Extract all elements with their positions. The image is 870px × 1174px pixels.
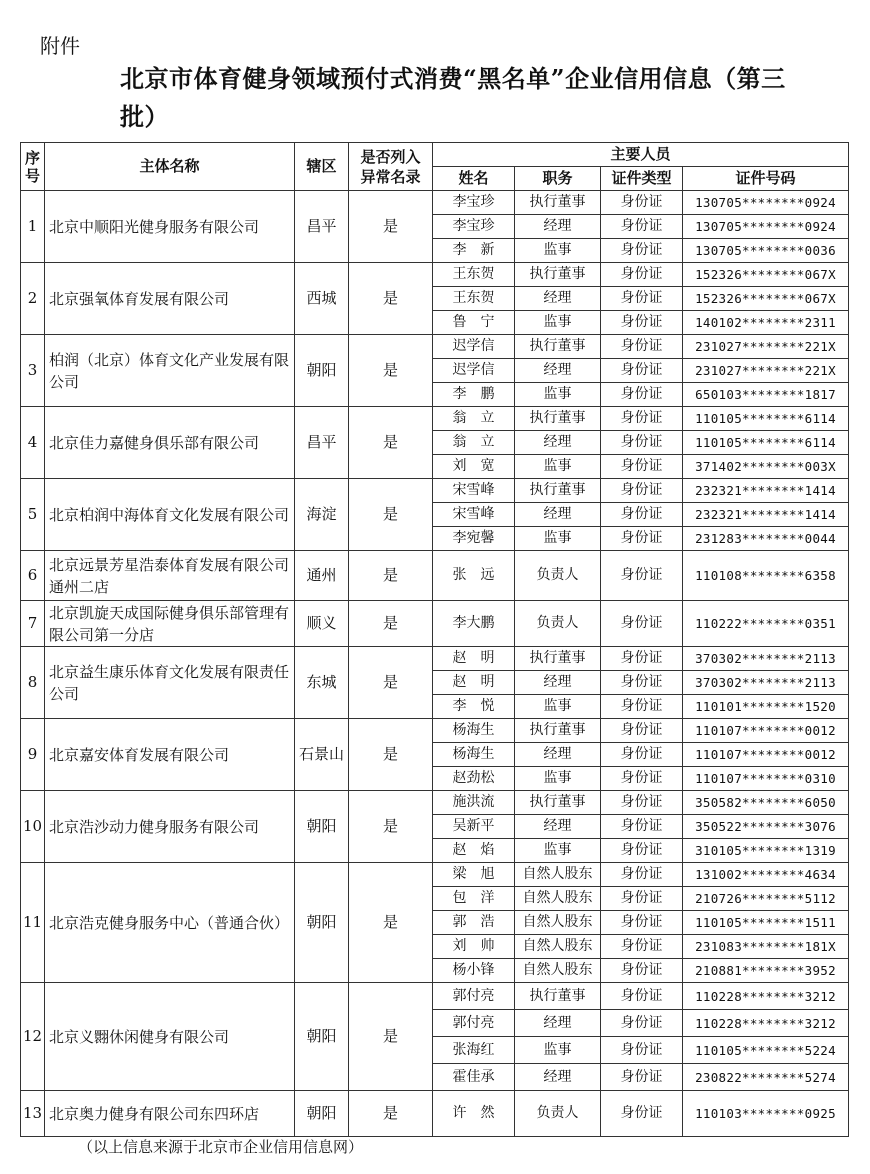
person-id-number: 370302********2113 xyxy=(683,647,849,671)
person-position: 经理 xyxy=(515,215,601,239)
person-id-number: 110107********0012 xyxy=(683,743,849,767)
header-id-number: 证件号码 xyxy=(683,167,849,191)
person-name: 吴新平 xyxy=(433,815,515,839)
row-seq: 3 xyxy=(21,335,45,407)
person-name: 施洪流 xyxy=(433,791,515,815)
row-seq: 11 xyxy=(21,863,45,983)
person-id-type: 身份证 xyxy=(601,191,683,215)
table-row xyxy=(21,551,849,601)
row-abnormal-flag: 是 xyxy=(349,479,433,551)
person-id-type: 身份证 xyxy=(601,479,683,503)
person-id-number: 130705********0924 xyxy=(683,191,849,215)
person-position: 经理 xyxy=(515,743,601,767)
header-district: 辖区 xyxy=(295,143,349,191)
person-id-type: 身份证 xyxy=(601,239,683,263)
row-seq: 8 xyxy=(21,647,45,719)
person-name: 张海红 xyxy=(433,1037,515,1064)
row-abnormal-flag: 是 xyxy=(349,335,433,407)
table-body xyxy=(21,191,849,1137)
row-entity-name: 北京强氧体育发展有限公司 xyxy=(45,263,295,335)
row-entity-name: 北京义翾休闲健身有限公司 xyxy=(45,983,295,1091)
person-id-type: 身份证 xyxy=(601,311,683,335)
person-name: 杨海生 xyxy=(433,719,515,743)
person-position: 执行董事 xyxy=(515,191,601,215)
row-entity-name: 北京浩沙动力健身服务有限公司 xyxy=(45,791,295,863)
person-position: 负责人 xyxy=(515,551,601,601)
row-district: 朝阳 xyxy=(295,1091,349,1137)
person-id-type: 身份证 xyxy=(601,671,683,695)
person-id-type: 身份证 xyxy=(601,527,683,551)
person-name: 李 新 xyxy=(433,239,515,263)
row-entity-name: 北京奥力健身有限公司东四环店 xyxy=(45,1091,295,1137)
table-row xyxy=(21,335,849,359)
person-name: 王东贺 xyxy=(433,263,515,287)
person-id-number: 231283********0044 xyxy=(683,527,849,551)
row-district: 昌平 xyxy=(295,191,349,263)
person-position: 监事 xyxy=(515,455,601,479)
person-position: 监事 xyxy=(515,239,601,263)
row-abnormal-flag: 是 xyxy=(349,719,433,791)
person-name: 宋雪峰 xyxy=(433,479,515,503)
person-position: 监事 xyxy=(515,695,601,719)
person-position: 经理 xyxy=(515,503,601,527)
person-id-number: 230822********5274 xyxy=(683,1064,849,1091)
person-name: 迟学信 xyxy=(433,359,515,383)
person-position: 自然人股东 xyxy=(515,863,601,887)
table-row xyxy=(21,407,849,431)
person-id-number: 371402********003X xyxy=(683,455,849,479)
row-abnormal-flag: 是 xyxy=(349,407,433,479)
person-position: 执行董事 xyxy=(515,407,601,431)
row-abnormal-flag: 是 xyxy=(349,191,433,263)
person-id-number: 310105********1319 xyxy=(683,839,849,863)
person-id-type: 身份证 xyxy=(601,287,683,311)
person-name: 郭付亮 xyxy=(433,1010,515,1037)
person-name: 赵 明 xyxy=(433,647,515,671)
person-id-type: 身份证 xyxy=(601,959,683,983)
person-name: 刘 宽 xyxy=(433,455,515,479)
person-id-type: 身份证 xyxy=(601,601,683,647)
person-id-number: 232321********1414 xyxy=(683,503,849,527)
person-position: 执行董事 xyxy=(515,983,601,1010)
row-entity-name: 北京远景芳星浩泰体育发展有限公司通州二店 xyxy=(45,551,295,601)
person-position: 经理 xyxy=(515,431,601,455)
row-seq: 13 xyxy=(21,1091,45,1137)
row-seq: 5 xyxy=(21,479,45,551)
table-row xyxy=(21,863,849,887)
person-position: 自然人股东 xyxy=(515,935,601,959)
row-abnormal-flag: 是 xyxy=(349,647,433,719)
header-abnormal: 是否列入异常名录 xyxy=(349,143,433,191)
row-seq: 12 xyxy=(21,983,45,1091)
person-id-type: 身份证 xyxy=(601,551,683,601)
header-personnel: 主要人员 xyxy=(433,143,849,167)
row-district: 石景山 xyxy=(295,719,349,791)
row-entity-name: 北京凯旋天成国际健身俱乐部管理有限公司第一分店 xyxy=(45,601,295,647)
row-entity-name: 柏润（北京）体育文化产业发展有限公司 xyxy=(45,335,295,407)
person-id-type: 身份证 xyxy=(601,359,683,383)
row-seq: 2 xyxy=(21,263,45,335)
person-position: 监事 xyxy=(515,527,601,551)
row-district: 朝阳 xyxy=(295,863,349,983)
person-name: 赵劲松 xyxy=(433,767,515,791)
row-district: 朝阳 xyxy=(295,791,349,863)
person-name: 郭 浩 xyxy=(433,911,515,935)
person-id-number: 231027********221X xyxy=(683,359,849,383)
person-id-type: 身份证 xyxy=(601,767,683,791)
table-row xyxy=(21,791,849,815)
person-name: 刘 帅 xyxy=(433,935,515,959)
person-name: 杨小锋 xyxy=(433,959,515,983)
header-seq: 序号 xyxy=(21,143,45,191)
table-row xyxy=(21,1091,849,1137)
person-position: 经理 xyxy=(515,671,601,695)
row-entity-name: 北京益生康乐体育文化发展有限责任公司 xyxy=(45,647,295,719)
person-id-type: 身份证 xyxy=(601,383,683,407)
header-position: 职务 xyxy=(515,167,601,191)
source-note: （以上信息来源于北京市企业信用信息网） xyxy=(78,1138,364,1156)
person-id-type: 身份证 xyxy=(601,839,683,863)
person-id-type: 身份证 xyxy=(601,455,683,479)
table-row xyxy=(21,191,849,215)
person-position: 执行董事 xyxy=(515,263,601,287)
person-id-number: 110228********3212 xyxy=(683,1010,849,1037)
person-id-number: 130705********0036 xyxy=(683,239,849,263)
person-position: 经理 xyxy=(515,1064,601,1091)
person-id-number: 210726********5112 xyxy=(683,887,849,911)
table-row xyxy=(21,647,849,671)
person-position: 监事 xyxy=(515,383,601,407)
person-name: 迟学信 xyxy=(433,335,515,359)
row-entity-name: 北京中顺阳光健身服务有限公司 xyxy=(45,191,295,263)
person-id-number: 370302********2113 xyxy=(683,671,849,695)
person-id-type: 身份证 xyxy=(601,695,683,719)
person-id-type: 身份证 xyxy=(601,815,683,839)
person-id-type: 身份证 xyxy=(601,983,683,1010)
person-id-type: 身份证 xyxy=(601,863,683,887)
person-id-type: 身份证 xyxy=(601,887,683,911)
person-id-number: 232321********1414 xyxy=(683,479,849,503)
person-position: 负责人 xyxy=(515,1091,601,1137)
person-id-number: 110101********1520 xyxy=(683,695,849,719)
person-id-number: 110103********0925 xyxy=(683,1091,849,1137)
person-name: 宋雪峰 xyxy=(433,503,515,527)
document-title: 北京市体育健身领域预付式消费“黑名单”企业信用信息（第三批） xyxy=(120,64,786,131)
person-position: 监事 xyxy=(515,767,601,791)
person-id-number: 131002********4634 xyxy=(683,863,849,887)
person-id-type: 身份证 xyxy=(601,935,683,959)
person-name: 赵 焰 xyxy=(433,839,515,863)
person-name: 梁 旭 xyxy=(433,863,515,887)
table-row xyxy=(21,263,849,287)
person-id-number: 110105********5224 xyxy=(683,1037,849,1064)
row-district: 通州 xyxy=(295,551,349,601)
person-id-number: 110107********0310 xyxy=(683,767,849,791)
person-id-type: 身份证 xyxy=(601,1010,683,1037)
person-position: 执行董事 xyxy=(515,647,601,671)
person-id-number: 350522********3076 xyxy=(683,815,849,839)
row-district: 海淀 xyxy=(295,479,349,551)
person-id-type: 身份证 xyxy=(601,719,683,743)
row-entity-name: 北京佳力嘉健身俱乐部有限公司 xyxy=(45,407,295,479)
person-position: 执行董事 xyxy=(515,719,601,743)
row-abnormal-flag: 是 xyxy=(349,551,433,601)
row-district: 昌平 xyxy=(295,407,349,479)
person-name: 杨海生 xyxy=(433,743,515,767)
person-id-number: 110105********6114 xyxy=(683,407,849,431)
person-id-number: 110105********6114 xyxy=(683,431,849,455)
person-name: 霍佳承 xyxy=(433,1064,515,1091)
person-id-number: 110105********1511 xyxy=(683,911,849,935)
person-id-type: 身份证 xyxy=(601,335,683,359)
person-id-number: 110222********0351 xyxy=(683,601,849,647)
table-row xyxy=(21,479,849,503)
header-id-type: 证件类型 xyxy=(601,167,683,191)
row-abnormal-flag: 是 xyxy=(349,791,433,863)
person-position: 经理 xyxy=(515,815,601,839)
table-row xyxy=(21,983,849,1010)
person-id-type: 身份证 xyxy=(601,215,683,239)
person-id-number: 110108********6358 xyxy=(683,551,849,601)
person-id-type: 身份证 xyxy=(601,263,683,287)
person-id-type: 身份证 xyxy=(601,743,683,767)
person-name: 张 远 xyxy=(433,551,515,601)
row-seq: 1 xyxy=(21,191,45,263)
row-seq: 9 xyxy=(21,719,45,791)
person-id-number: 152326********067X xyxy=(683,263,849,287)
person-id-number: 152326********067X xyxy=(683,287,849,311)
table-row xyxy=(21,601,849,647)
person-id-number: 140102********2311 xyxy=(683,311,849,335)
person-id-number: 110228********3212 xyxy=(683,983,849,1010)
person-id-type: 身份证 xyxy=(601,407,683,431)
person-position: 自然人股东 xyxy=(515,887,601,911)
row-seq: 7 xyxy=(21,601,45,647)
person-position: 负责人 xyxy=(515,601,601,647)
person-name: 许 然 xyxy=(433,1091,515,1137)
person-name: 鲁 宁 xyxy=(433,311,515,335)
header-entity: 主体名称 xyxy=(45,143,295,191)
person-id-number: 350582********6050 xyxy=(683,791,849,815)
person-name: 郭付亮 xyxy=(433,983,515,1010)
row-seq: 4 xyxy=(21,407,45,479)
person-name: 李 鹏 xyxy=(433,383,515,407)
person-id-type: 身份证 xyxy=(601,1091,683,1137)
person-id-type: 身份证 xyxy=(601,791,683,815)
person-position: 监事 xyxy=(515,839,601,863)
person-position: 经理 xyxy=(515,1010,601,1037)
person-id-number: 650103********1817 xyxy=(683,383,849,407)
person-name: 翁 立 xyxy=(433,407,515,431)
row-district: 朝阳 xyxy=(295,335,349,407)
person-name: 李 悦 xyxy=(433,695,515,719)
person-position: 自然人股东 xyxy=(515,959,601,983)
blacklist-table xyxy=(20,142,849,1137)
person-id-type: 身份证 xyxy=(601,647,683,671)
row-district: 东城 xyxy=(295,647,349,719)
table-row xyxy=(21,719,849,743)
person-position: 执行董事 xyxy=(515,335,601,359)
header-name: 姓名 xyxy=(433,167,515,191)
row-district: 顺义 xyxy=(295,601,349,647)
person-id-number: 231083********181X xyxy=(683,935,849,959)
row-seq: 10 xyxy=(21,791,45,863)
person-name: 李大鹏 xyxy=(433,601,515,647)
person-name: 翁 立 xyxy=(433,431,515,455)
row-abnormal-flag: 是 xyxy=(349,263,433,335)
person-name: 李宝珍 xyxy=(433,215,515,239)
person-position: 监事 xyxy=(515,1037,601,1064)
person-id-number: 210881********3952 xyxy=(683,959,849,983)
row-seq: 6 xyxy=(21,551,45,601)
row-district: 朝阳 xyxy=(295,983,349,1091)
person-id-number: 231027********221X xyxy=(683,335,849,359)
person-name: 李宝珍 xyxy=(433,191,515,215)
person-id-type: 身份证 xyxy=(601,431,683,455)
person-position: 经理 xyxy=(515,359,601,383)
row-abnormal-flag: 是 xyxy=(349,1091,433,1137)
row-entity-name: 北京柏润中海体育文化发展有限公司 xyxy=(45,479,295,551)
row-entity-name: 北京嘉安体育发展有限公司 xyxy=(45,719,295,791)
person-name: 赵 明 xyxy=(433,671,515,695)
attachment-label: 附件 xyxy=(40,34,80,58)
person-name: 王东贺 xyxy=(433,287,515,311)
person-name: 李宛馨 xyxy=(433,527,515,551)
person-id-type: 身份证 xyxy=(601,1064,683,1091)
row-entity-name: 北京浩克健身服务中心（普通合伙） xyxy=(45,863,295,983)
row-abnormal-flag: 是 xyxy=(349,601,433,647)
person-id-type: 身份证 xyxy=(601,1037,683,1064)
row-abnormal-flag: 是 xyxy=(349,863,433,983)
person-position: 经理 xyxy=(515,287,601,311)
person-id-type: 身份证 xyxy=(601,911,683,935)
person-id-type: 身份证 xyxy=(601,503,683,527)
person-name: 包 洋 xyxy=(433,887,515,911)
person-id-number: 110107********0012 xyxy=(683,719,849,743)
person-id-number: 130705********0924 xyxy=(683,215,849,239)
person-position: 监事 xyxy=(515,311,601,335)
person-position: 执行董事 xyxy=(515,479,601,503)
person-position: 执行董事 xyxy=(515,791,601,815)
row-abnormal-flag: 是 xyxy=(349,983,433,1091)
person-position: 自然人股东 xyxy=(515,911,601,935)
row-district: 西城 xyxy=(295,263,349,335)
